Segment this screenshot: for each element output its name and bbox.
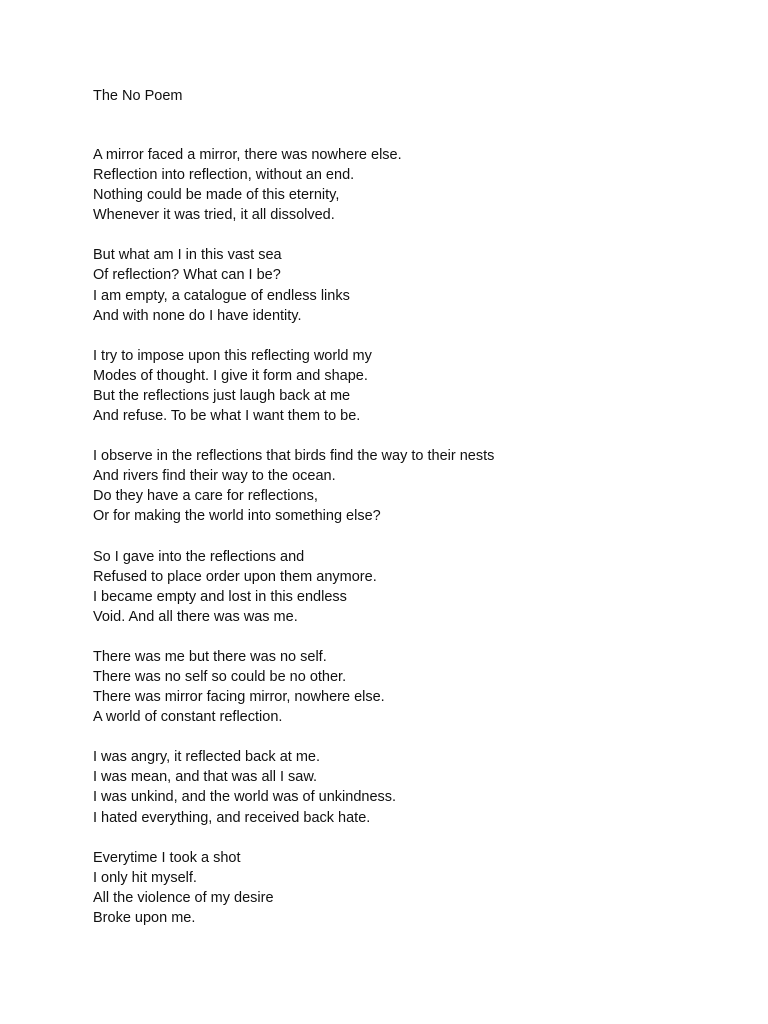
poem-line: Do they have a care for reflections, [93,488,318,505]
poem-line: But the reflections just laugh back at me [93,387,351,404]
stanza [93,446,733,526]
poem-line: I hated everything, and received back hate. [93,809,371,826]
poem-line: There was mirror facing mirror, nowhere else. [93,689,385,706]
poem-line: I only hit myself. [93,869,197,886]
poem-line: There was no self so could be no other. [93,668,347,685]
stanza [93,346,733,426]
poem-line: And refuse. To be what I want them to be. [93,408,361,425]
poem-line: Refused to place order upon them anymore. [93,568,377,585]
poem-line: I observe in the reflections that birds find the way to their nests [93,448,495,465]
poem-line: So I gave into the reflections and [93,548,305,565]
stanza [93,245,733,325]
stanza [93,848,733,928]
poem-line: Modes of thought. I give it form and shape. [93,367,368,384]
poem-line: Of reflection? What can I be? [93,267,281,284]
poem-line: I was angry, it reflected back at me. [93,749,320,766]
stanza [93,145,733,225]
poem-line: Or for making the world into something else? [93,508,381,525]
poem-line: Broke upon me. [93,909,196,926]
poem-title: The No Poem [93,88,183,104]
poem-line: Nothing could be made of this eternity, [93,187,340,204]
poem-line: Everytime I took a shot [93,849,241,866]
poem-line: I try to impose upon this reflecting world my [93,347,372,364]
poem-line: A world of constant reflection. [93,709,283,726]
stanza [93,647,733,727]
poem-line: I was unkind, and the world was of unkindness. [93,789,397,806]
poem-line: Reflection into reflection, without an end. [93,167,355,184]
poem-line: Void. And all there was was me. [93,608,298,625]
poem-line: Whenever it was tried, it all dissolved. [93,207,335,224]
poem-line: And with none do I have identity. [93,307,302,324]
poem-line: I am empty, a catalogue of endless links [93,287,350,304]
poem-line: And rivers find their way to the ocean. [93,468,336,485]
poem-line: But what am I in this vast sea [93,247,282,264]
poem-body [93,145,733,948]
stanza [93,547,733,627]
poem-line: All the violence of my desire [93,889,274,906]
poem-line: There was me but there was no self. [93,648,327,665]
poem-line: I became empty and lost in this endless [93,588,347,605]
poem-line: A mirror faced a mirror, there was nowhere else. [93,147,402,163]
poem-line: I was mean, and that was all I saw. [93,769,318,786]
stanza [93,747,733,827]
